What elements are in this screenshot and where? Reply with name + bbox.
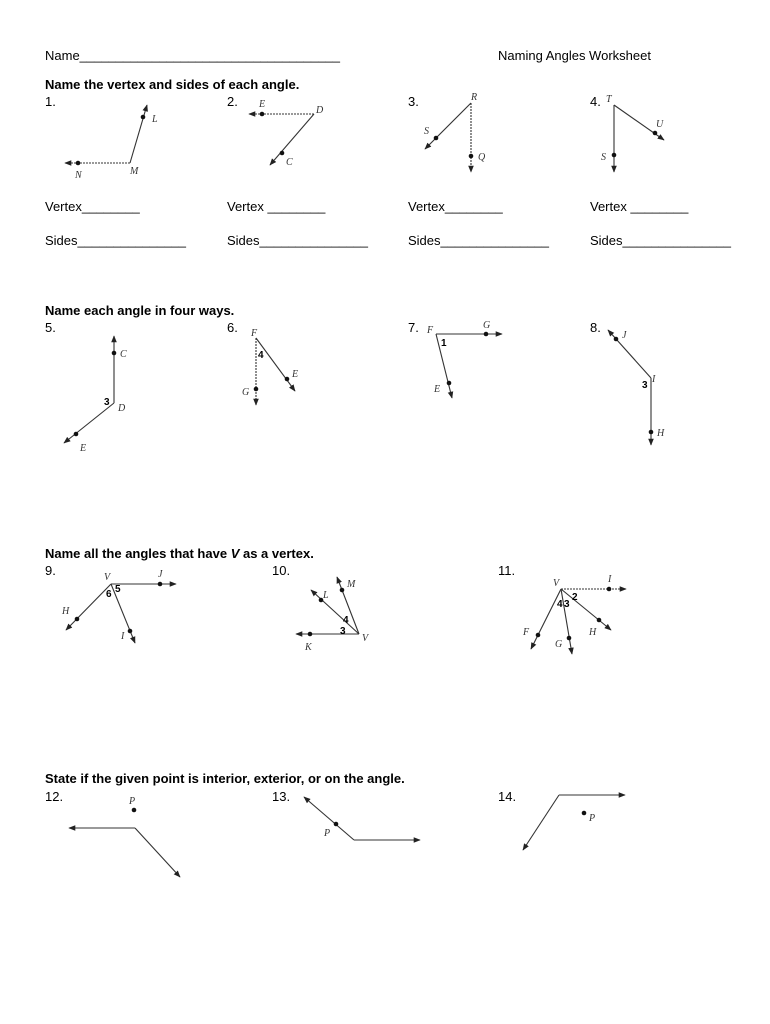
problem-6-diagram — [242, 328, 298, 405]
problem-7-diagram — [426, 320, 502, 398]
point-label: U — [656, 119, 664, 130]
point-label: G — [242, 387, 250, 398]
problem-2-vertex-label: Vertex ________ — [227, 199, 326, 214]
angle-number: 4 — [343, 615, 349, 626]
point-label: I — [652, 374, 656, 385]
problem-7-number: 7. — [408, 320, 419, 335]
point-label: P — [129, 796, 136, 807]
problem-1-diagram — [65, 105, 158, 181]
point-label: E — [434, 384, 441, 395]
problem-9-number: 9. — [45, 563, 56, 578]
point-label: C — [120, 349, 127, 360]
point-label: M — [347, 579, 356, 590]
point-label: Q — [478, 152, 486, 163]
point-label: H — [657, 428, 665, 439]
point-label: E — [292, 369, 299, 380]
name-field-label: Name____________________________________ — [45, 48, 340, 63]
point-label: S — [424, 126, 429, 137]
problem-3-vertex-label: Vertex________ — [408, 199, 503, 214]
point-label: R — [471, 92, 478, 103]
problem-5-diagram — [64, 336, 127, 454]
problem-12-diagram — [69, 796, 180, 877]
problem-12-number: 12. — [45, 789, 64, 804]
problem-1-vertex-label: Vertex________ — [45, 199, 140, 214]
point-label: I — [121, 631, 125, 642]
point-label: K — [305, 642, 312, 653]
problem-10-number: 10. — [272, 563, 291, 578]
problem-1-sides-label: Sides_______________ — [45, 233, 186, 248]
problem-3-diagram — [424, 92, 486, 172]
problem-14-number: 14. — [498, 789, 517, 804]
angle-number: 5 — [115, 584, 121, 595]
problem-11-number: 11. — [498, 563, 516, 578]
angle-number: 3 — [642, 380, 648, 391]
point-label: E — [259, 99, 266, 110]
problem-13-number: 13. — [272, 789, 291, 804]
point-label: D — [316, 105, 324, 116]
problem-3-number: 3. — [408, 94, 419, 109]
point-label: J — [622, 330, 627, 341]
point-label: N — [75, 170, 82, 181]
problem-8-diagram — [608, 330, 665, 445]
point-label: G — [483, 320, 491, 331]
angle-number: 4 — [557, 599, 563, 610]
problem-2-number: 2. — [227, 94, 238, 109]
problem-6-number: 6. — [227, 320, 238, 335]
worksheet-title: Naming Angles Worksheet — [498, 48, 651, 63]
angle-number: 1 — [441, 338, 447, 349]
problem-13-diagram — [304, 797, 420, 840]
angle-number: 6 — [106, 589, 112, 600]
point-label: L — [152, 114, 158, 125]
point-label: F — [523, 627, 530, 638]
point-label: D — [118, 403, 126, 414]
point-label: P — [324, 828, 331, 839]
problem-3-sides-label: Sides_______________ — [408, 233, 549, 248]
problem-4-number: 4. — [590, 94, 601, 109]
section-4-heading: State if the given point is interior, exterior, or on the angle. — [45, 771, 405, 786]
point-label: L — [323, 590, 329, 601]
point-label: M — [130, 166, 139, 177]
problem-11-diagram — [522, 574, 626, 654]
problem-10-diagram — [296, 577, 370, 653]
angle-number: 3 — [564, 599, 570, 610]
point-label: V — [104, 572, 111, 583]
problem-2-diagram — [249, 99, 324, 168]
problem-5-number: 5. — [45, 320, 56, 335]
problem-8-number: 8. — [590, 320, 601, 335]
point-label: G — [555, 639, 563, 650]
point-label: V — [362, 633, 369, 644]
point-label: H — [62, 606, 70, 617]
angle-number: 3 — [104, 397, 110, 408]
problem-2-sides-label: Sides_______________ — [227, 233, 368, 248]
problem-1-number: 1. — [45, 94, 56, 109]
angle-number: 4 — [258, 350, 264, 361]
point-label: F — [251, 328, 258, 339]
angle-number: 2 — [572, 592, 578, 603]
point-label: T — [606, 94, 612, 105]
section-3-heading: Name all the angles that have V as a vertex. — [45, 546, 314, 561]
problem-9-diagram — [61, 569, 176, 643]
section-2-heading: Name each angle in four ways. — [45, 303, 235, 318]
point-label: S — [601, 152, 606, 163]
point-label: H — [589, 627, 597, 638]
problem-4-vertex-label: Vertex ________ — [590, 199, 689, 214]
point-label: E — [80, 443, 87, 454]
point-label: C — [286, 157, 293, 168]
section-1-heading: Name the vertex and sides of each angle. — [45, 77, 300, 92]
problem-14-diagram — [523, 795, 625, 850]
problem-4-sides-label: Sides_______________ — [590, 233, 731, 248]
problem-4-diagram — [601, 94, 664, 172]
point-label: F — [427, 325, 434, 336]
point-label: J — [158, 569, 163, 580]
point-label: P — [589, 813, 596, 824]
point-label: I — [608, 574, 612, 585]
angle-number: 3 — [340, 626, 346, 637]
point-label: V — [553, 578, 560, 589]
